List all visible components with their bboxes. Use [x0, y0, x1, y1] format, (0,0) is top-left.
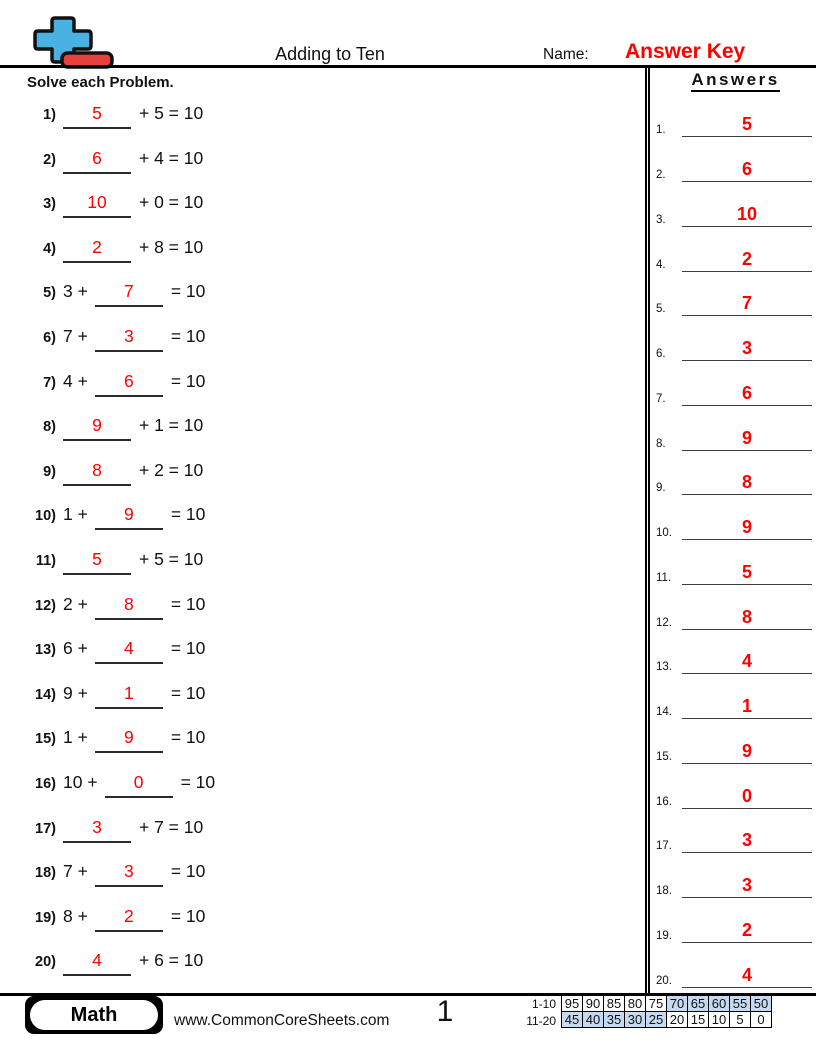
grading-table — [505, 995, 772, 1030]
answer-row — [656, 738, 814, 764]
problem-number: 15) — [35, 731, 56, 748]
problem-row — [22, 371, 205, 397]
answer-number: 7. — [656, 392, 666, 405]
problem-tail-text: + 1 = 10 — [139, 415, 204, 436]
grade-cell: 15 — [688, 1012, 709, 1028]
grade-cell: 55 — [730, 996, 751, 1012]
problem-row — [22, 638, 205, 664]
problem-number: 12) — [35, 597, 56, 614]
answer-number: 9. — [656, 482, 666, 495]
grade-cell: 30 — [625, 1012, 646, 1028]
grading-table-row-labels — [505, 995, 561, 1030]
answer-value: 4 — [682, 965, 812, 988]
grade-cell: 70 — [667, 996, 688, 1012]
problem-tail-text: = 10 — [170, 861, 206, 882]
grade-cell: 0 — [751, 1012, 772, 1028]
problem-answer-blank: 4 — [63, 950, 131, 976]
problem-row — [22, 772, 215, 798]
problem-row — [22, 817, 203, 843]
problem-lead-text: 10 + — [63, 772, 98, 792]
math-subject-badge — [25, 996, 163, 1034]
problem-lead-text: 1 + — [63, 727, 88, 748]
problem-lead-text: 4 + — [63, 370, 88, 391]
grading-score-grid — [561, 995, 772, 1028]
problem-row — [22, 549, 203, 575]
problem-tail-text: + 8 = 10 — [139, 236, 204, 257]
problem-row — [22, 148, 203, 174]
problem-answer-blank: 1 — [95, 683, 163, 709]
answer-number: 19. — [656, 929, 672, 942]
problem-lead-text: 1 + — [63, 504, 88, 525]
problem-number: 19) — [35, 909, 56, 926]
answer-value: 8 — [682, 607, 812, 630]
problem-number: 4) — [43, 240, 56, 257]
answer-number: 13. — [656, 661, 672, 674]
answer-number: 2. — [656, 169, 666, 181]
answer-number: 14. — [656, 706, 672, 718]
grade-cell: 25 — [646, 1012, 667, 1028]
answer-value: 9 — [682, 428, 812, 451]
problem-answer-blank: 8 — [95, 594, 163, 620]
grade-cell: 5 — [730, 1012, 751, 1028]
problem-answer-blank: 10 — [63, 192, 131, 218]
problem-answer-blank: 2 — [95, 906, 163, 932]
problem-answer-blank: 6 — [95, 371, 163, 397]
problem-number: 20) — [35, 954, 56, 971]
answer-value: 5 — [682, 562, 812, 585]
problem-answer-blank: 9 — [63, 415, 131, 441]
problem-row — [22, 727, 205, 753]
answer-value: 7 — [682, 293, 812, 316]
answer-row — [656, 335, 814, 361]
problem-answer-blank: 2 — [63, 237, 131, 263]
problem-answer-blank: 8 — [63, 460, 131, 486]
grade-row1-label: 1-10 — [531, 997, 556, 1011]
grade-cell: 65 — [688, 996, 709, 1012]
problem-number: 17) — [35, 820, 56, 837]
answer-number: 5. — [656, 303, 666, 316]
problem-number: 8) — [43, 419, 56, 436]
problem-answer-blank: 9 — [95, 727, 163, 753]
answer-row — [656, 514, 814, 540]
problem-number: 7) — [43, 374, 56, 391]
answer-value: 6 — [682, 159, 812, 182]
grade-cell: 80 — [625, 996, 646, 1012]
problem-row — [22, 950, 203, 976]
problem-number: 2) — [43, 151, 56, 168]
grade-cell: 60 — [709, 996, 730, 1012]
grade-row2 — [562, 1012, 772, 1028]
problem-number: 1) — [43, 107, 56, 123]
problem-number: 6) — [43, 330, 56, 346]
answer-number: 12. — [656, 616, 672, 629]
answers-list — [656, 0, 814, 1000]
problem-number: 14) — [35, 686, 56, 703]
problem-row — [22, 594, 205, 620]
problem-number: 10) — [35, 508, 56, 525]
problem-row — [22, 192, 203, 218]
answer-value: 9 — [682, 517, 812, 540]
column-separator-double-line — [645, 66, 650, 995]
problem-lead-text: 3 + — [63, 281, 88, 302]
answer-number: 8. — [656, 437, 666, 450]
answer-row — [656, 290, 814, 316]
problem-answer-blank: 9 — [95, 504, 163, 530]
answer-row — [656, 827, 814, 853]
problems-column — [22, 0, 622, 1000]
problem-number: 3) — [43, 196, 56, 213]
answer-row — [656, 156, 814, 182]
problem-lead-text: 8 + — [63, 905, 88, 926]
answer-number: 17. — [656, 840, 672, 853]
answer-row — [656, 648, 814, 674]
grade-cell: 85 — [604, 996, 625, 1012]
math-badge-label: Math — [70, 1003, 118, 1026]
answer-row — [656, 693, 814, 719]
answer-row — [656, 783, 814, 809]
problem-row — [22, 237, 203, 263]
instructions-text: Solve each Problem. — [27, 74, 174, 91]
problem-tail-text: = 10 — [170, 727, 206, 748]
problem-answer-blank: 7 — [95, 281, 163, 307]
problem-answer-blank: 5 — [63, 103, 131, 129]
answer-row — [656, 962, 814, 988]
grade-cell: 95 — [562, 996, 583, 1012]
grade-cell: 90 — [583, 996, 604, 1012]
answer-key-name-value: Answer Key — [625, 40, 746, 63]
grade-cell: 50 — [751, 996, 772, 1012]
problem-number: 13) — [35, 642, 56, 659]
grade-cell: 40 — [583, 1012, 604, 1028]
answer-value: 3 — [682, 875, 812, 898]
answer-row — [656, 425, 814, 451]
problem-row — [22, 683, 205, 709]
problem-row — [22, 281, 205, 307]
answer-row — [656, 111, 814, 137]
answer-row — [656, 604, 814, 630]
problem-tail-text: + 2 = 10 — [139, 459, 204, 480]
answer-value: 4 — [682, 651, 812, 674]
grade-cell: 10 — [709, 1012, 730, 1028]
answer-number: 18. — [656, 885, 672, 897]
problem-row — [22, 326, 205, 352]
answer-number: 10. — [656, 527, 672, 539]
problem-tail-text: + 6 = 10 — [139, 950, 204, 971]
grade-cell: 75 — [646, 996, 667, 1012]
answer-row — [656, 201, 814, 227]
problem-tail-text: = 10 — [170, 638, 206, 659]
answer-number: 15. — [656, 750, 672, 763]
problem-tail-text: + 4 = 10 — [139, 147, 204, 168]
problem-lead-text: 9 + — [63, 682, 88, 703]
problem-number: 16) — [35, 776, 56, 792]
problem-lead-text: 7 + — [63, 861, 88, 882]
problem-tail-text: = 10 — [170, 326, 206, 346]
answer-number: 16. — [656, 795, 672, 808]
problem-answer-blank: 6 — [63, 148, 131, 174]
answer-value: 6 — [682, 383, 812, 406]
answer-value: 2 — [682, 920, 812, 943]
problem-number: 11) — [35, 553, 56, 569]
problem-lead-text: 6 + — [63, 638, 88, 659]
answer-value: 3 — [682, 830, 812, 853]
answer-number: 4. — [656, 258, 666, 271]
problem-tail-text: + 0 = 10 — [139, 192, 204, 213]
website-url: www.CommonCoreSheets.com — [174, 1012, 390, 1029]
problem-row — [22, 861, 205, 887]
problem-tail-text: = 10 — [180, 772, 216, 792]
problem-row — [22, 504, 205, 530]
answer-number: 6. — [656, 348, 666, 360]
answer-number: 1. — [656, 124, 666, 137]
worksheet-title: Adding to Ten — [275, 44, 385, 64]
problem-answer-blank: 5 — [63, 549, 131, 575]
answer-number: 20. — [656, 974, 672, 987]
answer-number: 11. — [656, 571, 672, 584]
answer-value: 2 — [682, 249, 812, 272]
answers-title-text: Answers — [691, 70, 779, 92]
problem-tail-text: = 10 — [170, 905, 206, 926]
answer-row — [656, 380, 814, 406]
grade-cell: 20 — [667, 1012, 688, 1028]
answer-value: 5 — [682, 114, 812, 137]
problem-tail-text: + 5 = 10 — [139, 549, 204, 569]
problem-tail-text: = 10 — [170, 593, 206, 614]
problem-row — [22, 906, 205, 932]
answer-row — [656, 559, 814, 585]
problem-tail-text: + 7 = 10 — [139, 816, 204, 837]
grade-cell: 45 — [562, 1012, 583, 1028]
problem-answer-blank: 3 — [95, 326, 163, 352]
problem-row — [22, 103, 203, 129]
problem-lead-text: 2 + — [63, 593, 88, 614]
answer-value: 9 — [682, 741, 812, 764]
answer-value: 0 — [682, 786, 812, 809]
name-label: Name: — [543, 46, 589, 63]
answer-row — [656, 917, 814, 943]
answer-value: 8 — [682, 472, 812, 495]
problem-number: 9) — [43, 463, 56, 480]
problem-tail-text: = 10 — [170, 504, 206, 525]
problem-answer-blank: 4 — [95, 638, 163, 664]
answer-row — [656, 872, 814, 898]
problem-answer-blank: 3 — [63, 817, 131, 843]
grade-cell: 35 — [604, 1012, 625, 1028]
problem-lead-text: 7 + — [63, 326, 88, 346]
page-number: 1 — [436, 995, 454, 1028]
problem-number: 5) — [43, 285, 56, 302]
grade-row1 — [562, 996, 772, 1012]
problem-number: 18) — [35, 865, 56, 882]
problem-row — [22, 460, 203, 486]
problem-tail-text: = 10 — [170, 682, 206, 703]
math-badge-pill — [30, 1000, 158, 1030]
problem-tail-text: = 10 — [170, 281, 206, 302]
problem-row — [22, 415, 203, 441]
problem-answer-blank: 0 — [105, 772, 173, 798]
answer-row — [656, 469, 814, 495]
problem-answer-blank: 3 — [95, 861, 163, 887]
problem-tail-text: = 10 — [170, 370, 206, 391]
answer-number: 3. — [656, 213, 666, 226]
grade-row2-label: 11-20 — [526, 1014, 556, 1028]
answer-value: 1 — [682, 696, 812, 719]
answer-row — [656, 246, 814, 272]
answer-value: 10 — [682, 204, 812, 227]
problem-tail-text: + 5 = 10 — [139, 103, 204, 123]
answer-value: 3 — [682, 338, 812, 361]
